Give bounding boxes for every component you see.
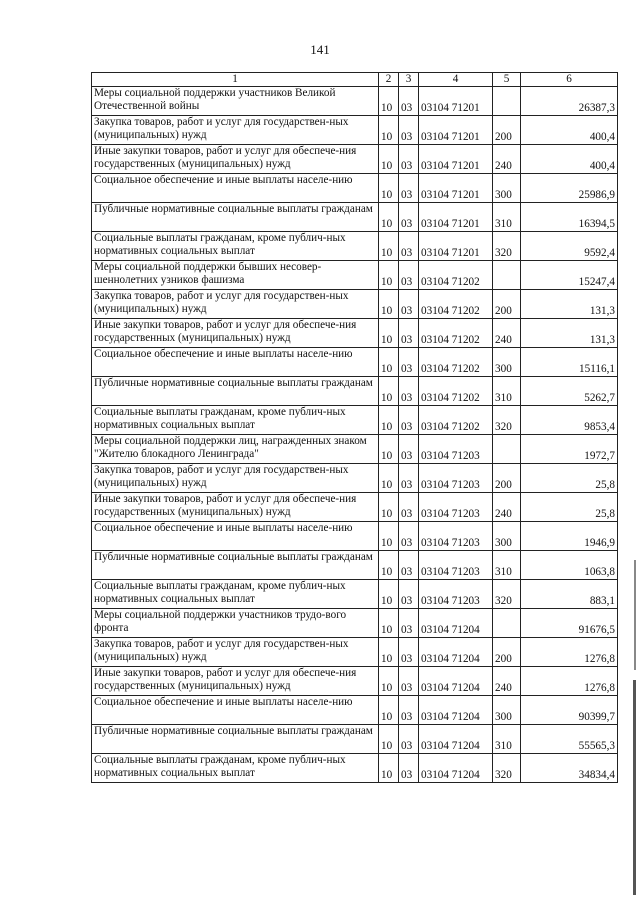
row-c3-cell: 03 bbox=[399, 406, 419, 435]
row-c3-cell: 03 bbox=[399, 87, 419, 116]
row-c4-cell: 03104 71201 bbox=[419, 232, 493, 261]
row-c5-cell: 300 bbox=[493, 522, 521, 551]
row-c2-cell: 10 bbox=[379, 232, 399, 261]
budget-table bbox=[91, 72, 618, 783]
row-c2-cell: 10 bbox=[379, 348, 399, 377]
row-c2-cell: 10 bbox=[379, 377, 399, 406]
row-c2-cell: 10 bbox=[379, 203, 399, 232]
row-c3-cell: 03 bbox=[399, 377, 419, 406]
row-c3-cell: 03 bbox=[399, 522, 419, 551]
row-c4-cell: 03104 71203 bbox=[419, 580, 493, 609]
row-c6-cell: 34834,4 bbox=[521, 754, 618, 783]
row-name-cell: Публичные нормативные социальные выплаты гражданам bbox=[92, 725, 379, 754]
row-c6-cell: 26387,3 bbox=[521, 87, 618, 116]
row-c4-cell: 03104 71201 bbox=[419, 203, 493, 232]
row-c5-cell: 320 bbox=[493, 754, 521, 783]
row-name-cell: Социальное обеспечение и иные выплаты населе-нию bbox=[92, 348, 379, 377]
row-name-cell: Иные закупки товаров, работ и услуг для обеспече-ния государственных (муниципальных) нужд bbox=[92, 319, 379, 348]
row-c5-cell: 200 bbox=[493, 638, 521, 667]
row-c2-cell: 10 bbox=[379, 696, 399, 725]
table-header bbox=[92, 73, 618, 87]
table-row bbox=[92, 87, 618, 116]
row-c3-cell: 03 bbox=[399, 609, 419, 638]
row-c4-cell: 03104 71202 bbox=[419, 290, 493, 319]
row-c2-cell: 10 bbox=[379, 435, 399, 464]
row-c4-cell: 03104 71203 bbox=[419, 493, 493, 522]
row-c6-cell: 400,4 bbox=[521, 145, 618, 174]
row-name-cell: Социальное обеспечение и иные выплаты населе-нию bbox=[92, 174, 379, 203]
row-name-cell: Иные закупки товаров, работ и услуг для обеспече-ния государственных (муниципальных) нужд bbox=[92, 145, 379, 174]
row-c5-cell: 240 bbox=[493, 319, 521, 348]
row-c5-cell bbox=[493, 609, 521, 638]
table-row bbox=[92, 522, 618, 551]
row-name-cell: Социальные выплаты гражданам, кроме публич-ных нормативных социальных выплат bbox=[92, 232, 379, 261]
row-c5-cell: 300 bbox=[493, 696, 521, 725]
row-c4-cell: 03104 71204 bbox=[419, 638, 493, 667]
row-c4-cell: 03104 71203 bbox=[419, 522, 493, 551]
row-c4-cell: 03104 71202 bbox=[419, 406, 493, 435]
row-c6-cell: 9592,4 bbox=[521, 232, 618, 261]
row-c4-cell: 03104 71204 bbox=[419, 667, 493, 696]
row-c5-cell: 200 bbox=[493, 464, 521, 493]
row-c2-cell: 10 bbox=[379, 145, 399, 174]
row-c5-cell: 240 bbox=[493, 145, 521, 174]
header-col-6: 6 bbox=[521, 73, 618, 87]
row-c4-cell: 03104 71201 bbox=[419, 145, 493, 174]
row-c2-cell: 10 bbox=[379, 754, 399, 783]
row-c2-cell: 10 bbox=[379, 638, 399, 667]
row-name-cell: Закупка товаров, работ и услуг для государствен-ных (муниципальных) нужд bbox=[92, 638, 379, 667]
row-c4-cell: 03104 71201 bbox=[419, 174, 493, 203]
row-c3-cell: 03 bbox=[399, 464, 419, 493]
row-c5-cell: 320 bbox=[493, 580, 521, 609]
row-c5-cell: 310 bbox=[493, 551, 521, 580]
row-name-cell: Иные закупки товаров, работ и услуг для обеспече-ния государственных (муниципальных) нужд bbox=[92, 667, 379, 696]
table-row bbox=[92, 464, 618, 493]
row-name-cell: Меры социальной поддержки лиц, награжденных знаком "Жителю блокадного Ленинграда" bbox=[92, 435, 379, 464]
row-c2-cell: 10 bbox=[379, 580, 399, 609]
row-c5-cell: 200 bbox=[493, 290, 521, 319]
header-col-4: 4 bbox=[419, 73, 493, 87]
row-c5-cell: 300 bbox=[493, 348, 521, 377]
row-c3-cell: 03 bbox=[399, 493, 419, 522]
header-col-1: 1 bbox=[92, 73, 379, 87]
row-c2-cell: 10 bbox=[379, 464, 399, 493]
header-col-5: 5 bbox=[493, 73, 521, 87]
row-c6-cell: 883,1 bbox=[521, 580, 618, 609]
row-name-cell: Закупка товаров, работ и услуг для государствен-ных (муниципальных) нужд bbox=[92, 116, 379, 145]
row-c4-cell: 03104 71202 bbox=[419, 261, 493, 290]
row-c6-cell: 131,3 bbox=[521, 319, 618, 348]
row-c3-cell: 03 bbox=[399, 667, 419, 696]
table-row bbox=[92, 290, 618, 319]
row-c3-cell: 03 bbox=[399, 348, 419, 377]
row-c4-cell: 03104 71204 bbox=[419, 696, 493, 725]
row-c2-cell: 10 bbox=[379, 406, 399, 435]
table-row bbox=[92, 754, 618, 783]
row-name-cell: Социальное обеспечение и иные выплаты населе-нию bbox=[92, 696, 379, 725]
row-c5-cell: 300 bbox=[493, 174, 521, 203]
row-c6-cell: 400,4 bbox=[521, 116, 618, 145]
row-c4-cell: 03104 71201 bbox=[419, 116, 493, 145]
table-row bbox=[92, 116, 618, 145]
row-c6-cell: 25,8 bbox=[521, 464, 618, 493]
row-c5-cell: 310 bbox=[493, 203, 521, 232]
row-name-cell: Меры социальной поддержки бывших несовер-шеннолетних узников фашизма bbox=[92, 261, 379, 290]
row-c5-cell bbox=[493, 261, 521, 290]
row-c4-cell: 03104 71204 bbox=[419, 725, 493, 754]
row-c5-cell bbox=[493, 87, 521, 116]
table-row bbox=[92, 319, 618, 348]
row-c2-cell: 10 bbox=[379, 87, 399, 116]
table-row bbox=[92, 551, 618, 580]
table-row bbox=[92, 638, 618, 667]
row-c2-cell: 10 bbox=[379, 551, 399, 580]
table-row bbox=[92, 725, 618, 754]
row-c5-cell bbox=[493, 435, 521, 464]
row-name-cell: Меры социальной поддержки участников Великой Отечественной войны bbox=[92, 87, 379, 116]
table-row bbox=[92, 580, 618, 609]
row-c6-cell: 1972,7 bbox=[521, 435, 618, 464]
row-c2-cell: 10 bbox=[379, 725, 399, 754]
row-c6-cell: 25,8 bbox=[521, 493, 618, 522]
row-c4-cell: 03104 71203 bbox=[419, 464, 493, 493]
row-c4-cell: 03104 71202 bbox=[419, 377, 493, 406]
scan-edge-mark bbox=[634, 560, 636, 670]
table-row bbox=[92, 348, 618, 377]
row-c6-cell: 91676,5 bbox=[521, 609, 618, 638]
row-c6-cell: 9853,4 bbox=[521, 406, 618, 435]
table-row bbox=[92, 203, 618, 232]
row-name-cell: Социальное обеспечение и иные выплаты населе-нию bbox=[92, 522, 379, 551]
row-c5-cell: 200 bbox=[493, 116, 521, 145]
table-row bbox=[92, 696, 618, 725]
row-c3-cell: 03 bbox=[399, 580, 419, 609]
row-c3-cell: 03 bbox=[399, 551, 419, 580]
page-number: 141 bbox=[310, 42, 330, 57]
row-name-cell: Публичные нормативные социальные выплаты гражданам bbox=[92, 377, 379, 406]
row-name-cell: Социальные выплаты гражданам, кроме публич-ных нормативных социальных выплат bbox=[92, 754, 379, 783]
table-row bbox=[92, 261, 618, 290]
table-row bbox=[92, 174, 618, 203]
row-c6-cell: 1276,8 bbox=[521, 638, 618, 667]
row-c6-cell: 131,3 bbox=[521, 290, 618, 319]
row-name-cell: Закупка товаров, работ и услуг для государствен-ных (муниципальных) нужд bbox=[92, 464, 379, 493]
row-c3-cell: 03 bbox=[399, 638, 419, 667]
row-c5-cell: 240 bbox=[493, 667, 521, 696]
row-c5-cell: 310 bbox=[493, 725, 521, 754]
table-body bbox=[92, 87, 618, 783]
row-name-cell: Закупка товаров, работ и услуг для государствен-ных (муниципальных) нужд bbox=[92, 290, 379, 319]
row-c3-cell: 03 bbox=[399, 754, 419, 783]
table-row bbox=[92, 609, 618, 638]
row-c2-cell: 10 bbox=[379, 609, 399, 638]
row-c5-cell: 310 bbox=[493, 377, 521, 406]
row-c3-cell: 03 bbox=[399, 319, 419, 348]
table-row bbox=[92, 377, 618, 406]
row-c5-cell: 320 bbox=[493, 232, 521, 261]
row-c3-cell: 03 bbox=[399, 261, 419, 290]
row-c3-cell: 03 bbox=[399, 232, 419, 261]
row-c2-cell: 10 bbox=[379, 493, 399, 522]
row-name-cell: Публичные нормативные социальные выплаты гражданам bbox=[92, 203, 379, 232]
row-name-cell: Меры социальной поддержки участников трудо-вого фронта bbox=[92, 609, 379, 638]
row-c4-cell: 03104 71201 bbox=[419, 87, 493, 116]
row-c6-cell: 90399,7 bbox=[521, 696, 618, 725]
row-c4-cell: 03104 71203 bbox=[419, 435, 493, 464]
row-c3-cell: 03 bbox=[399, 203, 419, 232]
table-row bbox=[92, 406, 618, 435]
row-c3-cell: 03 bbox=[399, 696, 419, 725]
row-c3-cell: 03 bbox=[399, 435, 419, 464]
row-c6-cell: 1946,9 bbox=[521, 522, 618, 551]
row-c6-cell: 15116,1 bbox=[521, 348, 618, 377]
table-row bbox=[92, 232, 618, 261]
row-c6-cell: 25986,9 bbox=[521, 174, 618, 203]
row-c3-cell: 03 bbox=[399, 290, 419, 319]
row-name-cell: Социальные выплаты гражданам, кроме публич-ных нормативных социальных выплат bbox=[92, 406, 379, 435]
row-c4-cell: 03104 71202 bbox=[419, 348, 493, 377]
row-c4-cell: 03104 71204 bbox=[419, 609, 493, 638]
row-c6-cell: 16394,5 bbox=[521, 203, 618, 232]
row-c5-cell: 240 bbox=[493, 493, 521, 522]
row-c2-cell: 10 bbox=[379, 319, 399, 348]
row-c2-cell: 10 bbox=[379, 174, 399, 203]
table-row bbox=[92, 667, 618, 696]
row-c6-cell: 15247,4 bbox=[521, 261, 618, 290]
table-row bbox=[92, 435, 618, 464]
row-c3-cell: 03 bbox=[399, 174, 419, 203]
header-col-3: 3 bbox=[399, 73, 419, 87]
row-c3-cell: 03 bbox=[399, 145, 419, 174]
header-col-2: 2 bbox=[379, 73, 399, 87]
row-c2-cell: 10 bbox=[379, 522, 399, 551]
row-c2-cell: 10 bbox=[379, 667, 399, 696]
scan-edge-mark bbox=[633, 680, 636, 895]
row-c2-cell: 10 bbox=[379, 290, 399, 319]
row-name-cell: Иные закупки товаров, работ и услуг для обеспече-ния государственных (муниципальных) нужд bbox=[92, 493, 379, 522]
row-c5-cell: 320 bbox=[493, 406, 521, 435]
row-c6-cell: 1276,8 bbox=[521, 667, 618, 696]
row-c2-cell: 10 bbox=[379, 116, 399, 145]
row-c3-cell: 03 bbox=[399, 116, 419, 145]
row-c6-cell: 1063,8 bbox=[521, 551, 618, 580]
table-row bbox=[92, 493, 618, 522]
row-c6-cell: 5262,7 bbox=[521, 377, 618, 406]
row-name-cell: Социальные выплаты гражданам, кроме публич-ных нормативных социальных выплат bbox=[92, 580, 379, 609]
row-c2-cell: 10 bbox=[379, 261, 399, 290]
row-c4-cell: 03104 71202 bbox=[419, 319, 493, 348]
row-name-cell: Публичные нормативные социальные выплаты гражданам bbox=[92, 551, 379, 580]
row-c4-cell: 03104 71203 bbox=[419, 551, 493, 580]
row-c4-cell: 03104 71204 bbox=[419, 754, 493, 783]
row-c6-cell: 55565,3 bbox=[521, 725, 618, 754]
row-c3-cell: 03 bbox=[399, 725, 419, 754]
table-row bbox=[92, 145, 618, 174]
